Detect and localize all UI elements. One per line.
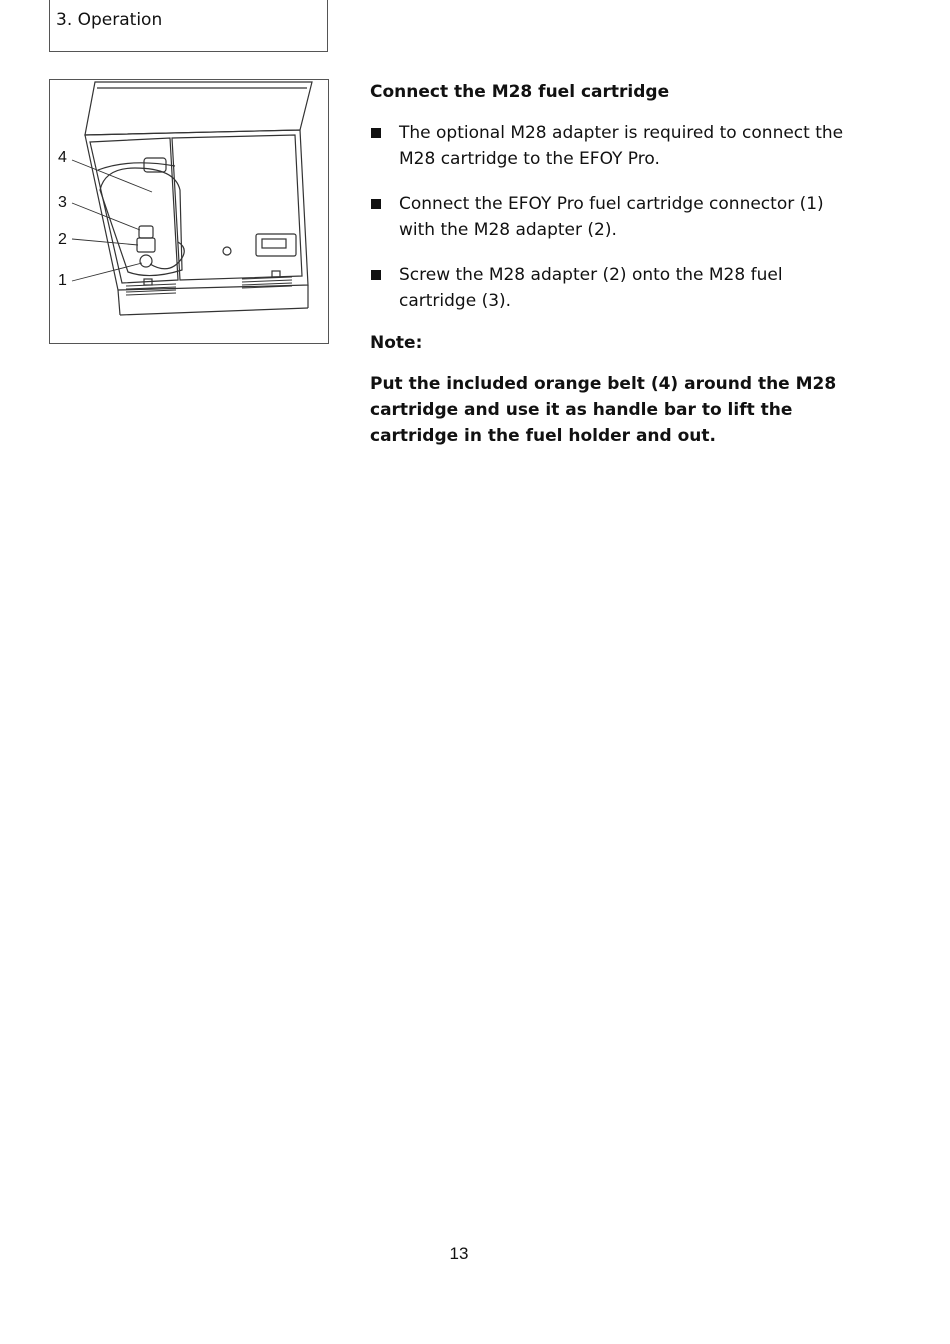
page-number: 13 bbox=[449, 1244, 469, 1263]
note-label: Note: bbox=[370, 333, 423, 353]
callout-4: 4 bbox=[58, 149, 67, 166]
bullet-text: Connect the EFOY Pro fuel cartridge connector (1) with the M28 adapter (2). bbox=[399, 194, 824, 240]
bullet-item bbox=[370, 262, 860, 314]
bullet-text: The optional M28 adapter is required to connect the M28 cartridge to the EFOY Pro. bbox=[399, 123, 844, 169]
bullet-item bbox=[370, 120, 860, 172]
callout-3: 3 bbox=[58, 194, 67, 211]
bullet-square-icon bbox=[371, 128, 381, 138]
figure-panel bbox=[49, 79, 329, 344]
section-heading: Connect the M28 fuel cartridge bbox=[370, 82, 670, 102]
instructions bbox=[370, 82, 860, 449]
section-header bbox=[49, 0, 328, 52]
section-title: 3. Operation bbox=[56, 10, 163, 30]
callout-1: 1 bbox=[58, 272, 67, 289]
bullet-item bbox=[370, 191, 860, 243]
fuel-holder-illustration bbox=[50, 80, 328, 343]
bullet-square-icon bbox=[371, 270, 381, 280]
note-text: Put the included orange belt (4) around the M28 cartridge and use it as handle bar to lift the cartridge in the fuel holder and out. bbox=[370, 374, 837, 446]
bullet-text: Screw the M28 adapter (2) onto the M28 fuel cartridge (3). bbox=[399, 265, 783, 311]
bullet-square-icon bbox=[371, 199, 381, 209]
callout-2: 2 bbox=[58, 231, 67, 248]
